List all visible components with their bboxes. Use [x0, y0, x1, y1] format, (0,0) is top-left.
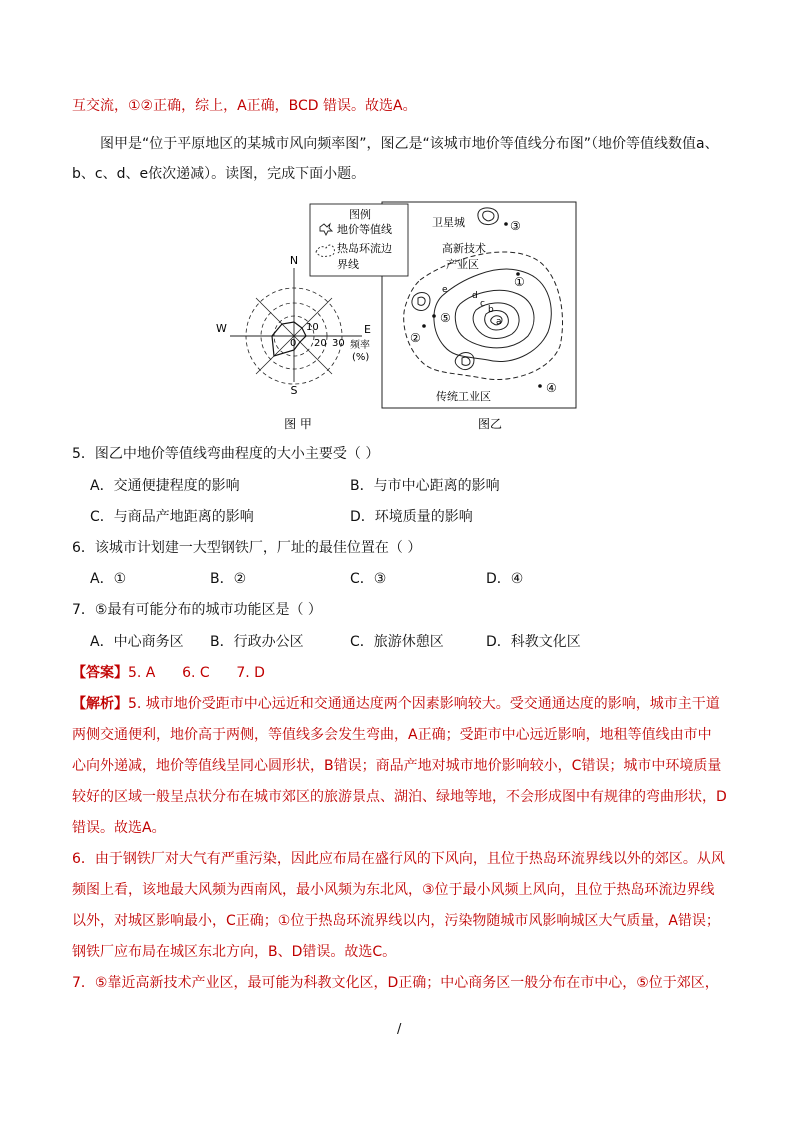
q7-option-d: D．科教文化区: [486, 634, 581, 650]
contour-d: [455, 290, 534, 348]
contour-a-label: a: [496, 317, 502, 327]
map-frame: [382, 202, 576, 408]
answer-line: [72, 663, 265, 683]
legend-item-heat-island-1: 热岛环流边: [337, 242, 392, 255]
analysis-line-8: 以外，对城区影响最小，C正确；①位于热岛环流界线以内，污染物随城市风影响城区大气质量，A错误；: [72, 913, 720, 929]
analysis-line-10: 7．⑤靠近高新技术产业区，最可能为科教文化区，D正确；中心商务区一般分布在市中心，⑤位于郊区，: [72, 975, 719, 991]
heat-island-boundary: [404, 252, 563, 380]
wind-frequency-polygon: [272, 322, 306, 356]
satellite-contour-inner: [483, 211, 494, 221]
analysis-text-1: 5. 城市地价受距市中心远近和交通通达度两个因素影响较大。受交通通达度的影响，城市主干道: [128, 696, 720, 712]
question-6-stem: 6．该城市计划建一大型钢铁厂，厂址的最佳位置在（ ）: [72, 540, 422, 556]
analysis-line-7: 频图上看，该地最大风频为西南风，最小风频为东北风，③位于最小风频上风向，且位于热岛环流边界线: [72, 882, 715, 898]
label-satellite-town: 卫星城: [432, 216, 465, 229]
site-4-label: ④: [546, 381, 557, 395]
hightech-contour-inner: [418, 297, 425, 305]
figure-maps: [210, 200, 580, 432]
site-3-label: ③: [510, 219, 521, 233]
legend-item-contour: 地价等值线: [337, 223, 392, 236]
site-2-label: ②: [410, 331, 421, 345]
ring-20-label: 20: [314, 338, 327, 349]
q5-option-a: A．交通便捷程度的影响: [90, 478, 240, 494]
legend-title: 图例: [349, 208, 371, 221]
q7-option-b: B．行政办公区: [210, 634, 304, 650]
site-3-dot: [504, 222, 508, 226]
origin-label: 0: [290, 338, 297, 349]
site-5-label: ⑤: [440, 311, 451, 325]
q5-option-c: C．与商品产地距离的影响: [90, 509, 254, 525]
contour-e-label: e: [442, 285, 448, 295]
q7-option-a: A．中心商务区: [90, 634, 184, 650]
frequency-unit: (%): [352, 352, 370, 363]
site-5-dot: [432, 314, 436, 318]
answer-text: 5. A 6. C 7. D: [128, 665, 265, 681]
label-traditional-industry: 传统工业区: [436, 390, 491, 403]
compass-n-label: N: [289, 254, 299, 267]
ring-30-label: 30: [332, 338, 345, 349]
compass-e-label: E: [364, 323, 371, 336]
analysis-line-6: 6．由于钢铁厂对大气有严重污染，因此应布局在盛行风的下风向，且位于热岛环流界线以外的郊区。从风: [72, 851, 725, 867]
analysis-line-5: 错误。故选A。: [72, 820, 166, 836]
legend-item-heat-island-2: 界线: [337, 258, 359, 271]
q5-option-b: B．与市中心距离的影响: [350, 478, 500, 494]
q6-option-a: A．①: [90, 571, 127, 587]
wind-rose-figure: [216, 254, 371, 431]
question-5-stem: 5．图乙中地价等值线弯曲程度的大小主要受（ ）: [72, 446, 380, 462]
contour-b-label: b: [488, 305, 494, 315]
contour-c-label: c: [480, 299, 485, 309]
top-line: 互交流，①②正确，综上，A正确，BCD 错误。故选A。: [72, 98, 417, 114]
answer-label: 【答案】: [72, 665, 128, 681]
page-number: /: [397, 1022, 402, 1037]
hightech-contour-outer: [412, 293, 430, 311]
industrial-contour-inner: [462, 357, 470, 365]
analysis-line-1: [72, 694, 720, 714]
analysis-line-3: 心向外递减，地价等值线呈同心圆形状，B错误；商品产地对城市地价影响较小，C错误；城市中环境质量: [72, 758, 722, 774]
label-hightech-1: 高新技术: [442, 242, 486, 255]
analysis-label: 【解析】: [72, 696, 128, 712]
q7-option-c: C．旅游休憩区: [350, 634, 444, 650]
site-2-dot: [422, 324, 426, 328]
site-4-dot: [538, 384, 542, 388]
satellite-contour-outer: [478, 208, 498, 225]
q6-option-d: D．④: [486, 571, 524, 587]
contour-d-label: d: [472, 291, 478, 301]
analysis-line-4: 较好的区域一般呈点状分布在城市郊区的旅游景点、湖泊、绿地等地，不会形成图中有规律的弯曲形状，D: [72, 789, 727, 805]
caption-jia: 图 甲: [284, 417, 312, 431]
caption-yi: 图乙: [477, 417, 503, 431]
intro-line-1: 图甲是“位于平原地区的某城市风向频率图”，图乙是“该城市地价等值线分布图”（地价等值线数值a、: [100, 136, 719, 152]
q6-option-b: B．②: [210, 571, 247, 587]
frequency-label: 频率: [350, 340, 370, 351]
question-7-stem: 7．⑤最有可能分布的城市功能区是（ ）: [72, 602, 322, 618]
compass-s-label: S: [290, 384, 298, 397]
q6-option-c: C．③: [350, 571, 387, 587]
compass-w-label: W: [216, 322, 227, 335]
analysis-line-2: 两侧交通便利，地价高于两侧，等值线多会发生弯曲，A正确；受距市中心远近影响，地租等值线由市中: [72, 727, 712, 743]
q5-option-d: D．环境质量的影响: [350, 509, 473, 525]
intro-line-2: b、c、d、e依次递减）。读图，完成下面小题。: [72, 166, 366, 182]
analysis-line-9: 钢铁厂应布局在城区东北方向，B、D错误。故选C。: [72, 944, 397, 960]
site-1-label: ①: [514, 275, 525, 289]
label-hightech-2: 产业区: [446, 258, 479, 271]
land-price-map: [310, 202, 576, 431]
ring-10-label: 10: [306, 322, 319, 333]
